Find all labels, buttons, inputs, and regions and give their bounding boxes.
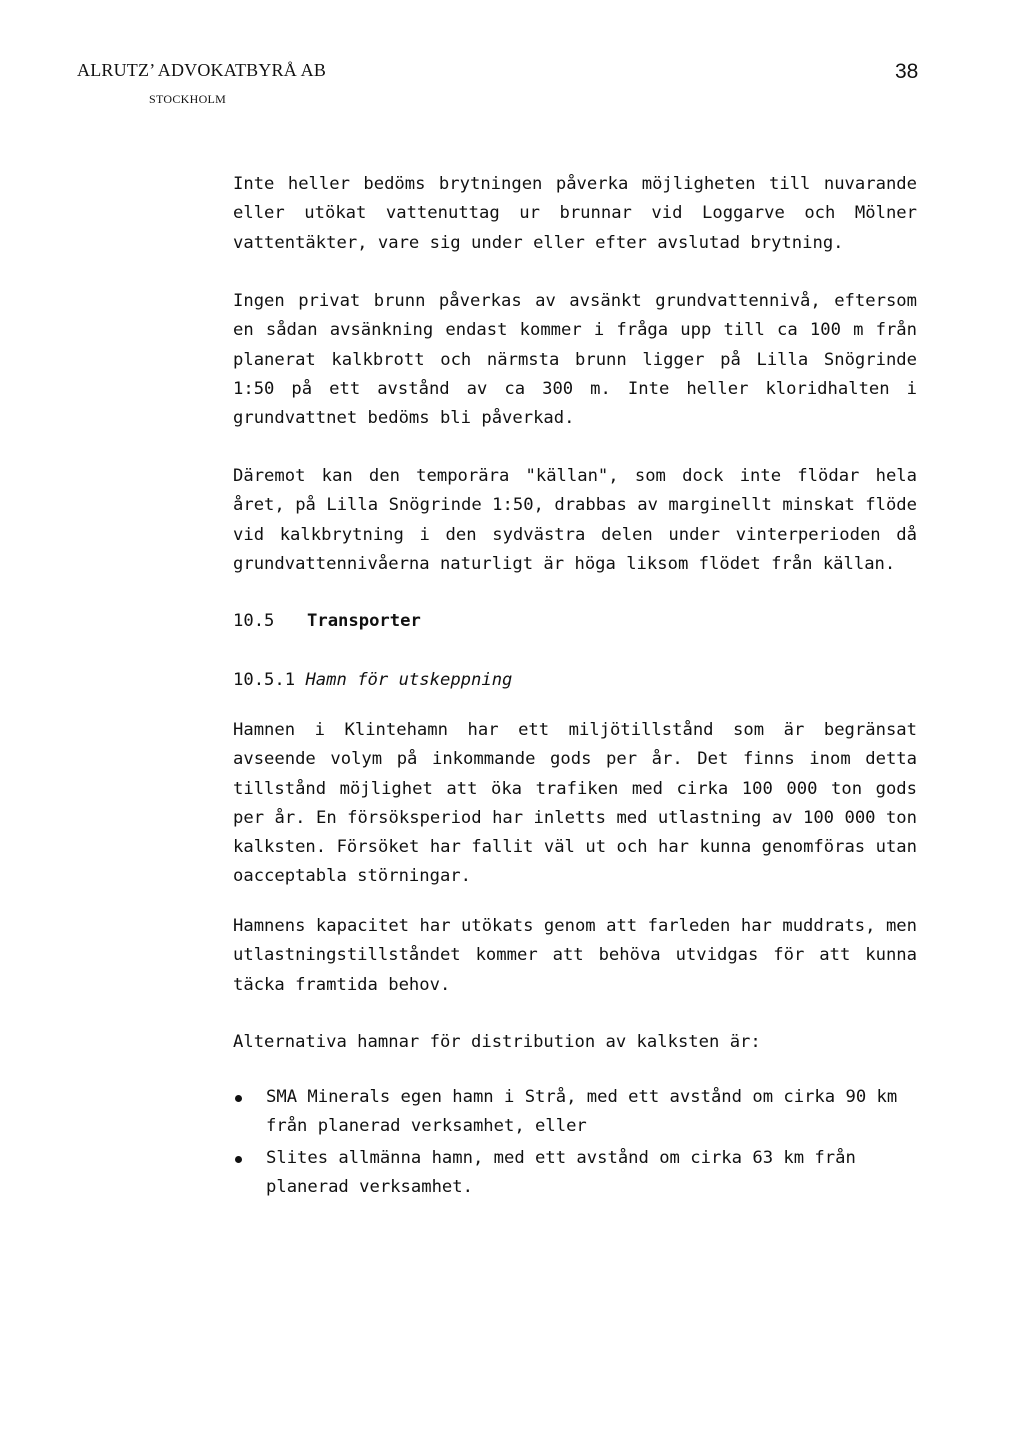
- section-title: Transporter: [307, 611, 421, 631]
- list-item-text: Slites allmänna hamn, med ett avstånd om cirka 63 km från planerad verksamhet.: [266, 1147, 856, 1197]
- subsection-title: Hamn för utskeppning: [305, 670, 513, 690]
- list-item: [233, 1144, 917, 1203]
- paragraph-harbour-permit: Hamnen i Klintehamn har ett miljötillstånd som är begränsat avseende volym på inkommande gods per år. Det finns inom detta tillstånd möjlighet att öka trafiken med cirka 100 000 ton gods per år. En försöksperiod har inletts med utlastning av 100 000 ton kalksten. Försöket har fallit väl ut och har kunna genomföras utan oacceptabla störningar.: [233, 720, 917, 887]
- bullet-icon: [235, 1095, 242, 1102]
- subsection-number: 10.5.1: [233, 670, 296, 690]
- paragraph-harbour-capacity: Hamnens kapacitet har utökats genom att farleden har muddrats, men utlastningstillståndet kommer att behöva utvidgas för att kunna täcka framtida behov.: [233, 916, 917, 995]
- subsection-heading: [233, 666, 512, 695]
- page-number: 38: [895, 60, 919, 83]
- paragraph-alternative-harbours: Alternativa hamnar för distribution av kalksten är:: [233, 1032, 761, 1052]
- section-heading: [233, 607, 421, 636]
- list-item: [233, 1083, 917, 1142]
- paragraph-wells-unaffected: Inte heller bedöms brytningen påverka möjligheten till nuvarande eller utökat vattenuttag ur brunnar vid Loggarve och Mölner vattentäkter, vare sig under eller efter avslutad brytning.: [233, 174, 917, 253]
- paragraph-temporary-spring: Däremot kan den temporära "källan", som dock inte flödar hela året, på Lilla Snögrinde 1:50, drabbas av marginellt minskat flöde vid kalkbrytning i den sydvästra delen under vinterperioden då grundvattennivåerna naturligt är höga liksom flödet från källan.: [233, 466, 917, 574]
- harbour-list: [233, 1083, 917, 1204]
- bullet-icon: [235, 1156, 242, 1163]
- firm-city: STOCKHOLM: [149, 92, 227, 106]
- firm-name: ALRUTZ’ ADVOKATBYRÅ AB: [77, 60, 327, 80]
- paragraph-private-wells: Ingen privat brunn påverkas av avsänkt grundvattennivå, eftersom en sådan avsänkning endast kommer i fråga upp till ca 100 m från planerat kalkbrott och närmsta brunn ligger på Lilla Snögrinde 1:50 på ett avstånd av ca 300 m. Inte heller kloridhalten i grundvattnet bedöms bli påverkad.: [233, 291, 917, 429]
- section-number: 10.5: [233, 611, 275, 631]
- list-item-text: SMA Minerals egen hamn i Strå, med ett avstånd om cirka 90 km från planerad verksamhet, eller: [266, 1087, 898, 1137]
